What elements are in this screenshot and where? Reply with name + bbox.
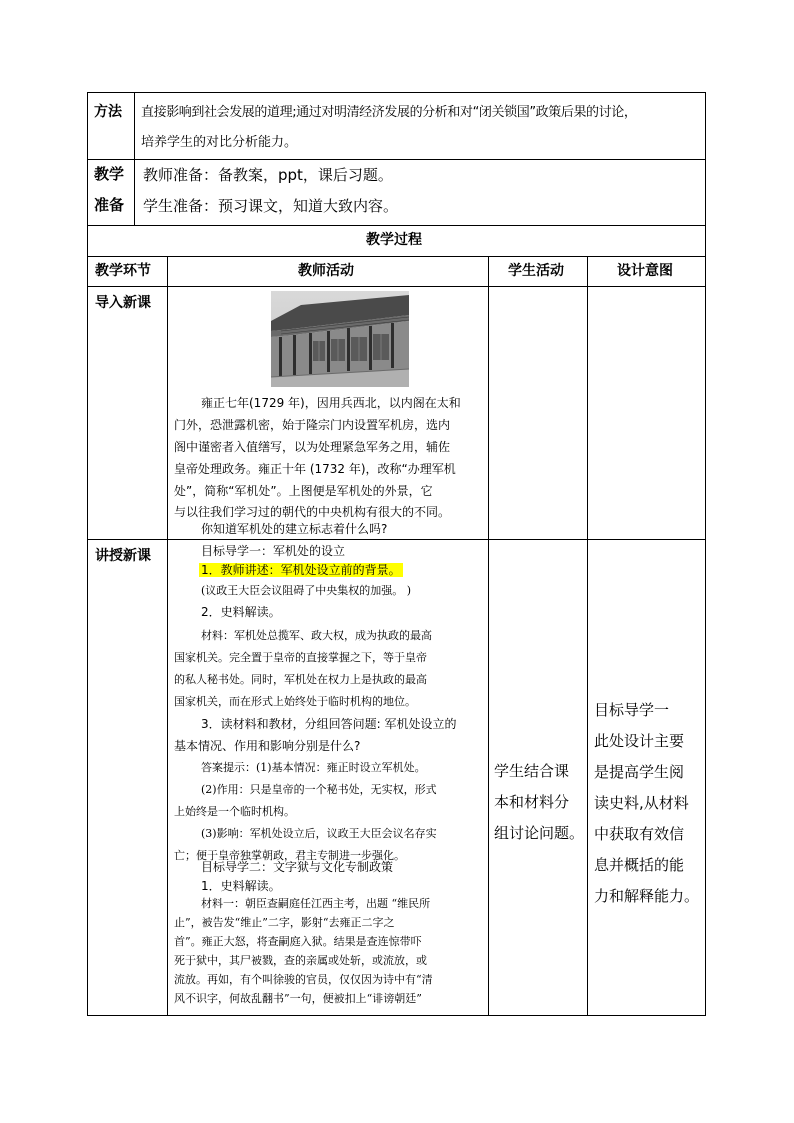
student-activity-line-1: 学生结合课	[494, 762, 570, 780]
student-activity-line-2: 本和材料分	[494, 793, 570, 811]
lecture-line-2-highlight: 1．教师讲述：军机处设立前的背景。	[201, 563, 401, 577]
lecture-line-8: 国家机关，而在形式上始终处于临时机构的地位。	[174, 695, 416, 708]
intent-line-6: 息并概括的能	[594, 856, 685, 874]
col-line-student	[587, 256, 588, 1016]
lecture-line-4: 2．史料解读。	[201, 605, 281, 619]
lecture-stage: 讲授新课	[95, 548, 151, 564]
row-line-bottom	[87, 1015, 706, 1016]
col-line-left	[87, 92, 88, 1016]
lecture-line-23: 风不识字，何故乱翻书”一句，便被扣上“诽谤朝廷”	[174, 992, 422, 1005]
lecture-line-22: 流放。再如，有个叫徐骏的官员，仅仅因为诗中有“清	[174, 973, 433, 986]
row-line-top	[87, 92, 706, 93]
lecture-line-5: 材料：军机处总揽军、政大权，成为执政的最高	[201, 629, 432, 642]
intent-line-2: 此处设计主要	[594, 732, 685, 750]
intent-line-4: 读史料,从材料	[594, 794, 689, 812]
intro-line-7: 你知道军机处的建立标志着什么吗?	[201, 522, 388, 536]
lecture-line-14: (3)影响：军机处设立后，议政王大臣会议名存实	[201, 827, 437, 840]
intro-line-6: 与以往我们学习过的朝代的中央机构有很大的不同。	[174, 505, 451, 519]
prep-student: 学生准备：预习课文，知道大致内容。	[143, 197, 399, 215]
intent-line-3: 是提高学生阅	[594, 763, 685, 781]
lecture-line-12: (2)作用：只是皇帝的一个秘书处，无实权，形式	[201, 783, 437, 796]
lecture-line-13: 上始终是一个临时机构。	[174, 805, 295, 818]
lecture-line-11: 答案提示：(1)基本情况：雍正时设立军机处。	[201, 761, 426, 774]
intent-line-1: 目标导学一	[594, 701, 670, 719]
prep-label-2: 准备	[94, 196, 125, 214]
lecture-line-15: 亡；便于皇帝独掌朝政，君主专制进一步强化。	[174, 849, 405, 862]
process-title: 教学过程	[366, 232, 422, 248]
lecture-line-20: 首”。雍正大怒，将查嗣庭入狱。结果是查连惊带吓	[174, 935, 422, 948]
intro-stage: 导入新课	[95, 295, 151, 311]
col-line-right	[705, 92, 706, 1016]
row-line-method-bottom	[87, 159, 706, 160]
header-student: 学生活动	[508, 263, 564, 279]
row-line-intro-bottom	[87, 539, 706, 540]
method-line-2: 培养学生的对比分析能力。	[141, 135, 298, 150]
intent-line-5: 中获取有效信	[594, 825, 685, 843]
row-line-process-bottom	[87, 256, 706, 257]
intro-line-5: 处”，简称“军机处”。上图便是军机处的外景，它	[174, 484, 433, 498]
header-teacher: 教师活动	[298, 263, 354, 279]
intro-line-3: 阁中谨密者入值缮写，以为处理紧急军务之用，辅佐	[174, 440, 451, 454]
lecture-line-17: 1．史料解读。	[201, 879, 281, 893]
intro-line-4: 皇帝处理政务。雍正十年 (1732 年)，改称“办理军机	[174, 462, 456, 476]
intro-line-2: 门外，恐泄露机密，始于隆宗门内设置军机房，选内	[174, 418, 451, 432]
header-intent: 设计意图	[617, 263, 673, 279]
design-intent	[594, 695, 704, 912]
row-line-header-bottom	[87, 286, 706, 287]
junjichu-photo	[271, 291, 409, 387]
lecture-line-16: 目标导学二：文字狱与文化专制政策	[201, 860, 394, 874]
student-activity-line-3: 组讨论问题。	[494, 824, 585, 842]
lecture-line-1: 目标导学一：军机处的设立	[201, 544, 346, 558]
lecture-line-7: 的私人秘书处。同时，军机处在权力上是执政的最高	[174, 673, 427, 686]
col-line-label	[134, 92, 135, 226]
method-label: 方法	[94, 104, 122, 120]
lecture-line-21: 死于狱中，其尸被戮，查的亲属或处斩，或流放，或	[174, 954, 427, 967]
intro-line-1: 雍正七年(1729 年)，因用兵西北，以内阁在太和	[201, 396, 461, 410]
col-line-teacher	[488, 256, 489, 1016]
lecture-line-18: 材料一：朝臣查嗣庭任江西主考，出题 “维民所	[201, 897, 431, 910]
row-line-prep-bottom	[87, 225, 706, 226]
lecture-line-10: 基本情况、作用和影响分别是什么?	[174, 739, 361, 753]
student-activity	[494, 756, 586, 849]
prep-label-1: 教学	[94, 165, 125, 183]
lecture-line-6: 国家机关。完全置于皇帝的直接掌握之下，等于皇帝	[174, 651, 427, 664]
lecture-line-9: 3．读材料和教材，分组回答问题: 军机处设立的	[201, 717, 457, 731]
lecture-line-3: (议政王大臣会议阻碍了中央集权的加强。 )	[201, 584, 412, 597]
method-line-1: 直接影响到社会发展的道理;通过对明清经济发展的分析和对“闭关锁国”政策后果的讨论，	[141, 105, 637, 120]
prep-teacher: 教师准备：备教案，ppt，课后习题。	[143, 166, 393, 184]
lecture-line-19: 止”，被告发“维止”二字，影射“去雍正二字之	[174, 916, 395, 929]
col-line-stage	[167, 256, 168, 1016]
header-stage: 教学环节	[95, 263, 151, 279]
intent-line-7: 力和解释能力。	[594, 887, 700, 905]
